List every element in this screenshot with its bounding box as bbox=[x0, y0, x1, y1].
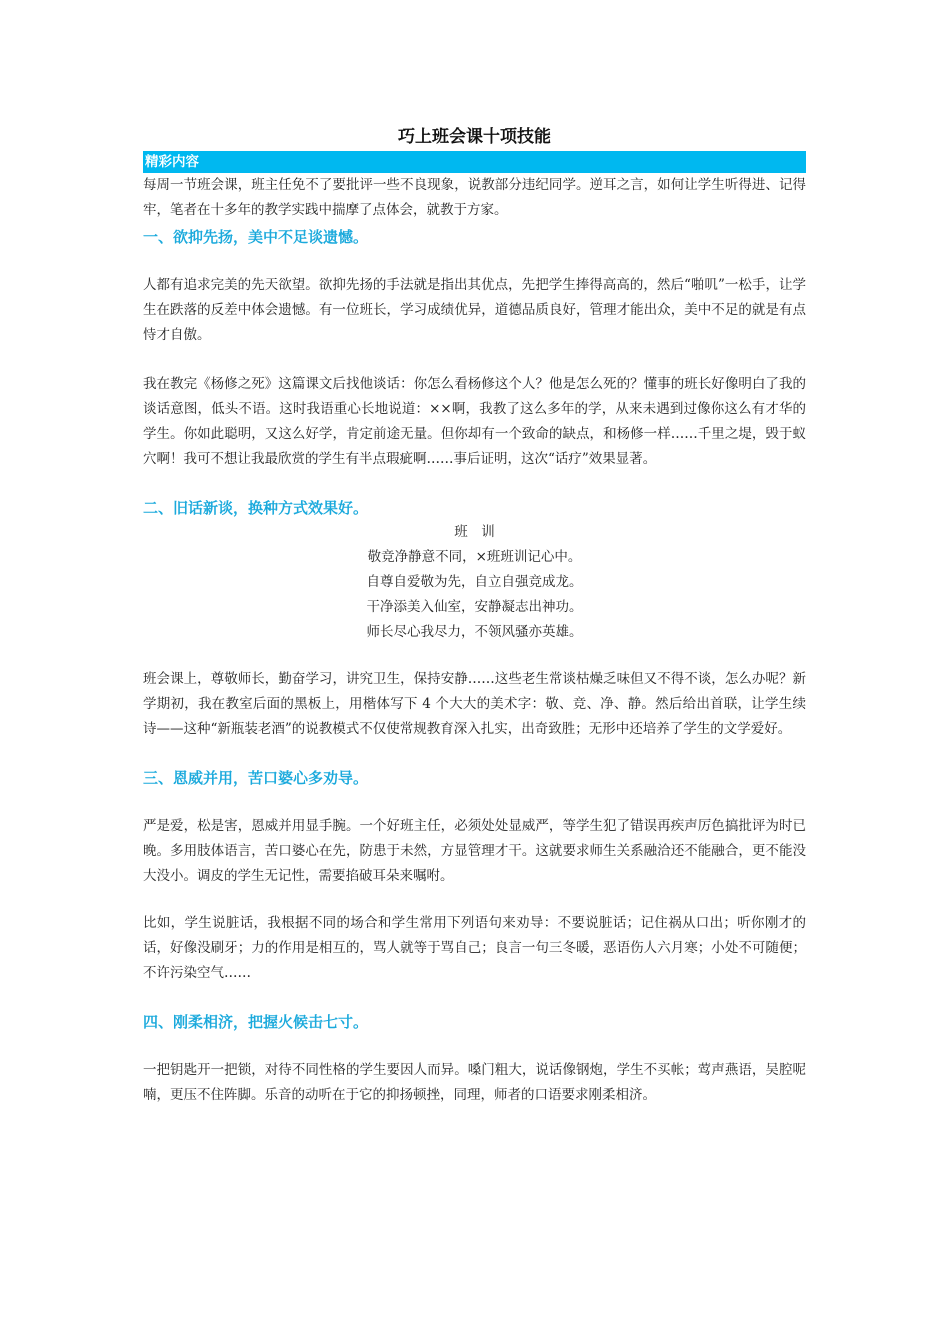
section-4-heading: 四、刚柔相济，把握火候击七寸。 bbox=[143, 1013, 369, 1031]
section-4-paragraph-1: 一把钥匙开一把锁，对待不同性格的学生要因人而异。嗓门粗大，说话像钢炮，学生不买帐；莺声燕语，吴腔呢喃，更压不住阵脚。乐音的动听在于它的抑扬顿挫，同理，师者的口语要求刚柔相济。 bbox=[143, 1062, 806, 1103]
poem-line: 干净添美入仙室，安静凝志出神功。 bbox=[366, 599, 583, 615]
section-1-heading: 一、欲抑先扬，美中不足谈遗憾。 bbox=[143, 228, 369, 246]
poem-line: 自尊自爱敬为先，自立自强竞成龙。 bbox=[366, 574, 583, 590]
section-1-paragraph-2: 我在教完《杨修之死》这篇课文后找他谈话：你怎么看杨修这个人？他是怎么死的？懂事的班长好像明白了我的谈话意图，低头不语。这时我语重心长地说道：××啊，我教了这么多年的学，从来未遇到过像你这么有才华的学生。你如此聪明，又这么好学，肯定前途无量。但你却有一个致命的缺点，和杨修一样……千里之堤，毁于蚁穴啊！我可不想让我最欣赏的学生有半点瑕疵啊……事后证明，这次“话疗”效果显著。 bbox=[143, 376, 806, 467]
intro-paragraph: 每周一节班会课，班主任免不了要批评一些不良现象，说教部分违纪同学。逆耳之言，如何让学生听得进、记得牢，笔者在十多年的教学实践中揣摩了点体会，就教于方家。 bbox=[143, 177, 806, 218]
poem-title: 班训 bbox=[454, 524, 509, 540]
section-3-heading: 三、恩威并用，苦口婆心多劝导。 bbox=[143, 769, 369, 787]
poem-line: 师长尽心我尽力，不领风骚亦英雄。 bbox=[366, 624, 583, 640]
section-2-heading: 二、旧话新谈，换种方式效果好。 bbox=[143, 499, 369, 517]
section-3-paragraph-2: 比如，学生说脏话，我根据不同的场合和学生常用下列语句来劝导：不要说脏话；记住祸从口出；听你刚才的话，好像没刷牙；力的作用是相互的，骂人就等于骂自己；良言一句三冬暖，恶语伤人六月寒；小处不可随便；不许污染空气…… bbox=[143, 915, 806, 981]
document-content bbox=[143, 124, 806, 1108]
section-2-paragraph-1: 班会课上，尊敬师长，勤奋学习，讲究卫生，保持安静……这些老生常谈枯燥乏味但又不得不谈，怎么办呢？新学期初，我在教室后面的黑板上，用楷体写下 4 个大大的美术字：敬、竞、净、静。然后给出首联，让学生续诗——这种“新瓶装老酒”的说教模式不仅使常规教育深入扎实，出奇致胜；无形中还培养了学生的文学爱好。 bbox=[143, 671, 806, 737]
section-bar: 精彩内容 bbox=[143, 151, 806, 173]
page-title: 巧上班会课十项技能 bbox=[398, 127, 551, 147]
poem bbox=[143, 520, 806, 645]
section-1-paragraph-1: 人都有追求完美的先天欲望。欲抑先扬的手法就是指出其优点，先把学生捧得高高的，然后“啪叽”一松手，让学生在跌落的反差中体会遗憾。有一位班长，学习成绩优异，道德品质良好，管理才能出众，美中不足的就是有点恃才自傲。 bbox=[143, 277, 806, 343]
poem-line: 敬竞净静意不同，×班班训记心中。 bbox=[367, 549, 582, 565]
section-3-paragraph-1: 严是爱，松是害，恩威并用显手腕。一个好班主任，必须处处显威严，等学生犯了错误再疾声厉色搞批评为时已晚。多用肢体语言，苦口婆心在先，防患于未然，方显管理才干。这就要求师生关系融洽还不能融合，更不能没大没小。调皮的学生无记性，需要掐破耳朵来嘱咐。 bbox=[143, 818, 806, 884]
